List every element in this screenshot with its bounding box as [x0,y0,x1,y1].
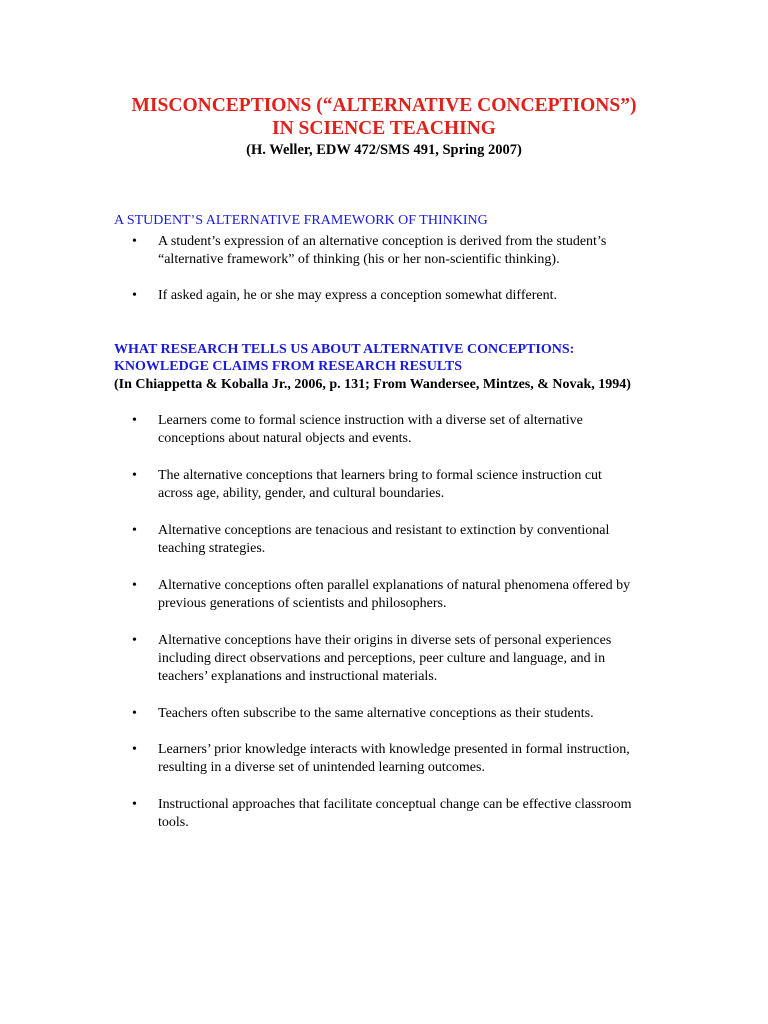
list-item-text: Learners come to formal science instruction with a diverse set of alternative conceptions about natural objects and events. [158,413,583,446]
bullet-icon: • [132,234,137,249]
list-item-text: Teachers often subscribe to the same alternative conceptions as their students. [158,706,594,721]
list-item-text: The alternative conceptions that learners bring to formal science instruction cut across age, ability, gender, and cultural boundaries. [158,468,602,501]
page-title-line-1: MISCONCEPTIONS (“ALTERNATIVE CONCEPTIONS”) [131,95,637,116]
bullet-icon: • [132,468,137,483]
section2-citation: (In Chiappetta & Koballa Jr., 2006, p. 131; From Wandersee, Mintzes, & Novak, 1994) [114,377,631,392]
bullet-icon: • [132,523,137,538]
list-item-text: If asked again, he or she may express a conception somewhat different. [158,288,557,303]
list-item-text: Learners’ prior knowledge interacts with knowledge presented in formal instruction, resulting in a diverse set of unintended learning outcomes. [158,742,630,775]
list-item [132,741,632,777]
list-item [132,287,632,305]
section2-heading-line-1: WHAT RESEARCH TELLS US ABOUT ALTERNATIVE CONCEPTIONS: [114,342,575,357]
list-item-text: Alternative conceptions have their origins in diverse sets of personal experiences including direct observations and perceptions, peer culture and language, and in teachers’ explanations and instructional materials. [158,633,612,684]
list-item [132,705,632,723]
list-item [132,522,632,558]
section1-heading: A STUDENT’S ALTERNATIVE FRAMEWORK OF THINKING [114,213,488,228]
list-item [132,796,632,832]
section2-heading-line-2: KNOWLEDGE CLAIMS FROM RESEARCH RESULTS [114,359,462,374]
list-item-text: Alternative conceptions are tenacious and resistant to extinction by conventional teaching strategies. [158,523,610,556]
list-item [132,233,632,269]
bullet-icon: • [132,288,137,303]
list-item [132,577,632,613]
page-subtitle: (H. Weller, EDW 472/SMS 491, Spring 2007) [246,142,522,158]
list-item-text: A student’s expression of an alternative conception is derived from the student’s “alternative framework” of thinking (his or her non-scientific thinking). [158,234,607,267]
list-item [132,632,632,686]
bullet-icon: • [132,578,137,593]
list-item [132,467,632,503]
bullet-icon: • [132,413,137,428]
bullet-icon: • [132,742,137,757]
bullet-icon: • [132,706,137,721]
bullet-icon: • [132,797,137,812]
list-item-text: Alternative conceptions often parallel explanations of natural phenomena offered by previous generations of scientists and philosophers. [158,578,631,611]
list-item-text: Instructional approaches that facilitate conceptual change can be effective classroom tools. [158,797,632,830]
bullet-icon: • [132,633,137,648]
page-title-line-2: IN SCIENCE TEACHING [272,118,496,139]
list-item [132,412,632,448]
